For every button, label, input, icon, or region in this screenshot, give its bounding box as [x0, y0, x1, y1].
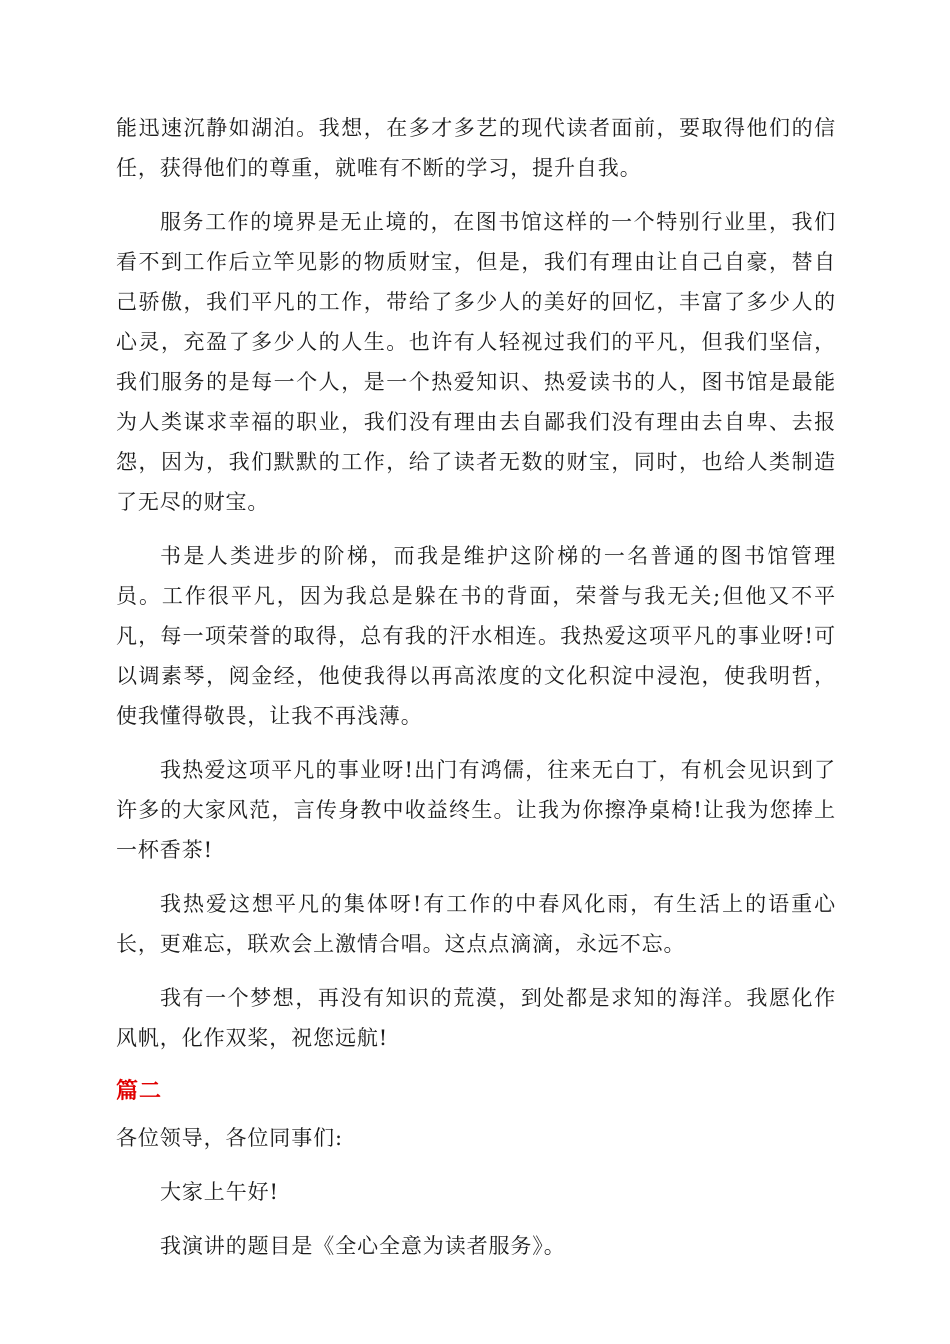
speech-topic: 我演讲的题目是《全心全意为读者服务》。: [160, 1234, 566, 1258]
paragraph-4: 我热爱这项平凡的事业呀!出门有鸿儒，往来无白丁，有机会见识到了许多的大家风范，言传身教中收益终生。让我为你擦净桌椅!让我为您捧上一杯香茶!: [116, 758, 836, 862]
paragraph-3: 书是人类进步的阶梯，而我是维护这阶梯的一名普通的图书馆管理员。工作很平凡，因为我总是躲在书的背面，荣誉与我无关;但他又不平凡，每一项荣誉的取得，总有我的汗水相连。我热爱这项平凡的事业呀!可以调素琴，阅金经，他使我得以再高浓度的文化积淀中浸泡，使我明哲，使我懂得敬畏，让我不再浅薄。: [116, 544, 836, 728]
paragraph-6: 我有一个梦想，再没有知识的荒漠，到处都是求知的海洋。我愿化作风帆，化作双桨，祝您远航!: [116, 986, 836, 1050]
greeting: 大家上午好!: [160, 1180, 279, 1204]
salutation: 各位领导，各位同事们:: [116, 1126, 343, 1150]
paragraph-5: 我热爱这想平凡的集体呀!有工作的中春风化雨，有生活上的语重心长，更难忘，联欢会上激情合唱。这点点滴滴，永远不忘。: [116, 892, 836, 956]
paragraph-2: 服务工作的境界是无止境的，在图书馆这样的一个特别行业里，我们看不到工作后立竿见影的物质财宝，但是，我们有理由让自己自豪，替自己骄傲，我们平凡的工作，带给了多少人的美好的回忆，丰富了多少人的心灵，充盈了多少人的人生。也许有人轻视过我们的平凡，但我们坚信，我们服务的是每一个人，是一个热爱知识、热爱读书的人，图书馆是最能为人类谋求幸福的职业，我们没有理由去自鄙我们没有理由去自卑、去报怨，因为，我们默默的工作，给了读者无数的财宝，同时，也给人类制造了无尽的财宝。: [116, 210, 836, 514]
paragraph-1: 能迅速沉静如湖泊。我想，在多才多艺的现代读者面前，要取得他们的信任，获得他们的尊重，就唯有不断的学习，提升自我。: [116, 116, 836, 180]
section-heading: 篇二: [116, 1079, 163, 1104]
document-page: [116, 108, 836, 1280]
